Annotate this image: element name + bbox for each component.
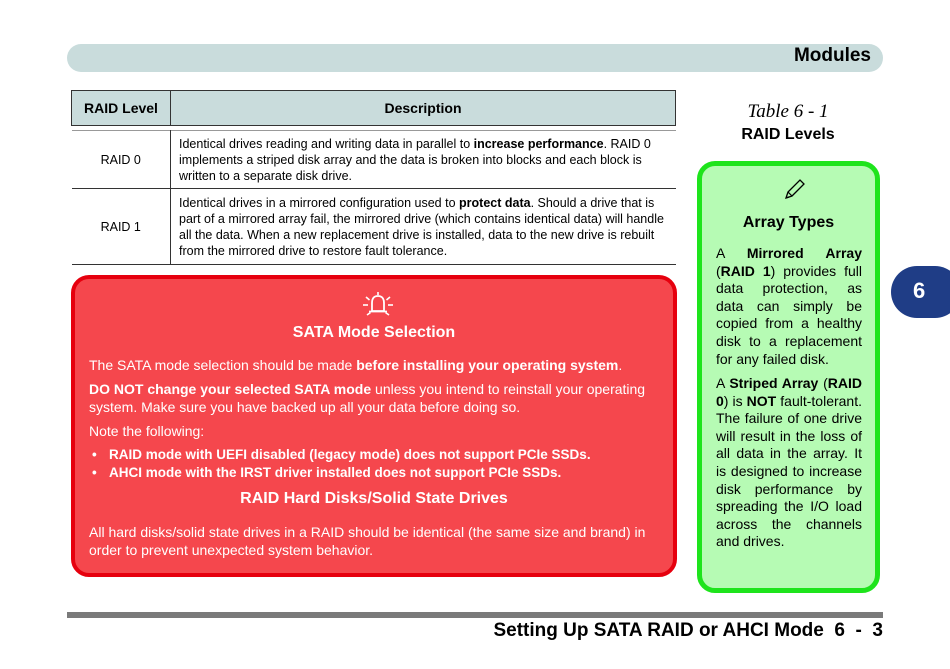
chapter-number: 6 [913,278,926,303]
table-row [72,131,676,189]
header-bar [67,44,883,72]
section-title: Modules [793,45,871,66]
table-caption-title: RAID Levels [741,126,835,143]
note-box [697,161,880,593]
table-row [72,189,676,265]
warning-title: SATA Mode Selection [292,324,456,341]
alarm-bell-icon [361,291,395,317]
table-caption-number: Table 6 - 1 [747,101,829,122]
raid-level-cell: RAID 1 [72,189,171,265]
footer-divider [67,612,883,618]
list-item: • AHCI mode with the IRST driver installed does not support PCIe SSDs. [89,464,664,482]
list-item: • RAID mode with UEFI disabled (legacy mode) does not support PCIe SSDs. [89,446,664,464]
warning-subtitle: RAID Hard Disks/Solid State Drives [240,490,508,507]
page-number: 6 - 3 [834,620,883,641]
footer-title: Setting Up SATA RAID or AHCI Mode [493,620,824,641]
table-header-row [72,91,676,126]
raid-level-cell: RAID 0 [72,131,171,189]
note-title: Array Types [742,214,835,231]
warning-paragraph: All hard disks/solid state drives in a RAID should be identical (the same size and brand) in order to prevent unexpected system behavior. [89,524,646,558]
note-paragraph: A Striped Array (RAID 0) is NOT fault-tolerant. The failure of one drive will result in the loss of all data in the array. It is designed to increase disk performance by spreading the I/O load across the channels and drives. [716,375,862,550]
warning-paragraph: DO NOT change your selected SATA mode unless you intend to reinstall your operating system. Make sure you have backed up all your data before doing so. [89,381,646,415]
column-header-raid-level: RAID Level [72,91,171,126]
warning-note-intro: Note the following: [89,423,205,439]
description-cell: Identical drives in a mirrored configuration used to protect data. Should a drive that is part of a mirrored array fail, the mirrored drive (which contains identical data) will handle all the data. When a new replacement drive is installed, data to the new drive is rebuilt from the mirrored drive to restore fault tolerance. [171,189,676,265]
warning-paragraph: The SATA mode selection should be made before installing your operating system. [89,357,623,373]
pencil-icon [782,178,806,202]
note-paragraph: A Mirrored Array (RAID 1) provides full data protection, as data can simply be copied from a healthy disk to a replacement for any failed disk. [716,245,862,367]
warning-box [71,275,677,577]
raid-levels-table [71,90,676,265]
description-cell: Identical drives reading and writing data in parallel to increase performance. RAID 0 implements a striped disk array and the data is broken into blocks and each block is written to a separate disk drive. [171,131,676,189]
footer [493,620,883,642]
column-header-description: Description [171,91,676,126]
warning-bullet-list [89,446,664,482]
chapter-tab [891,266,950,318]
